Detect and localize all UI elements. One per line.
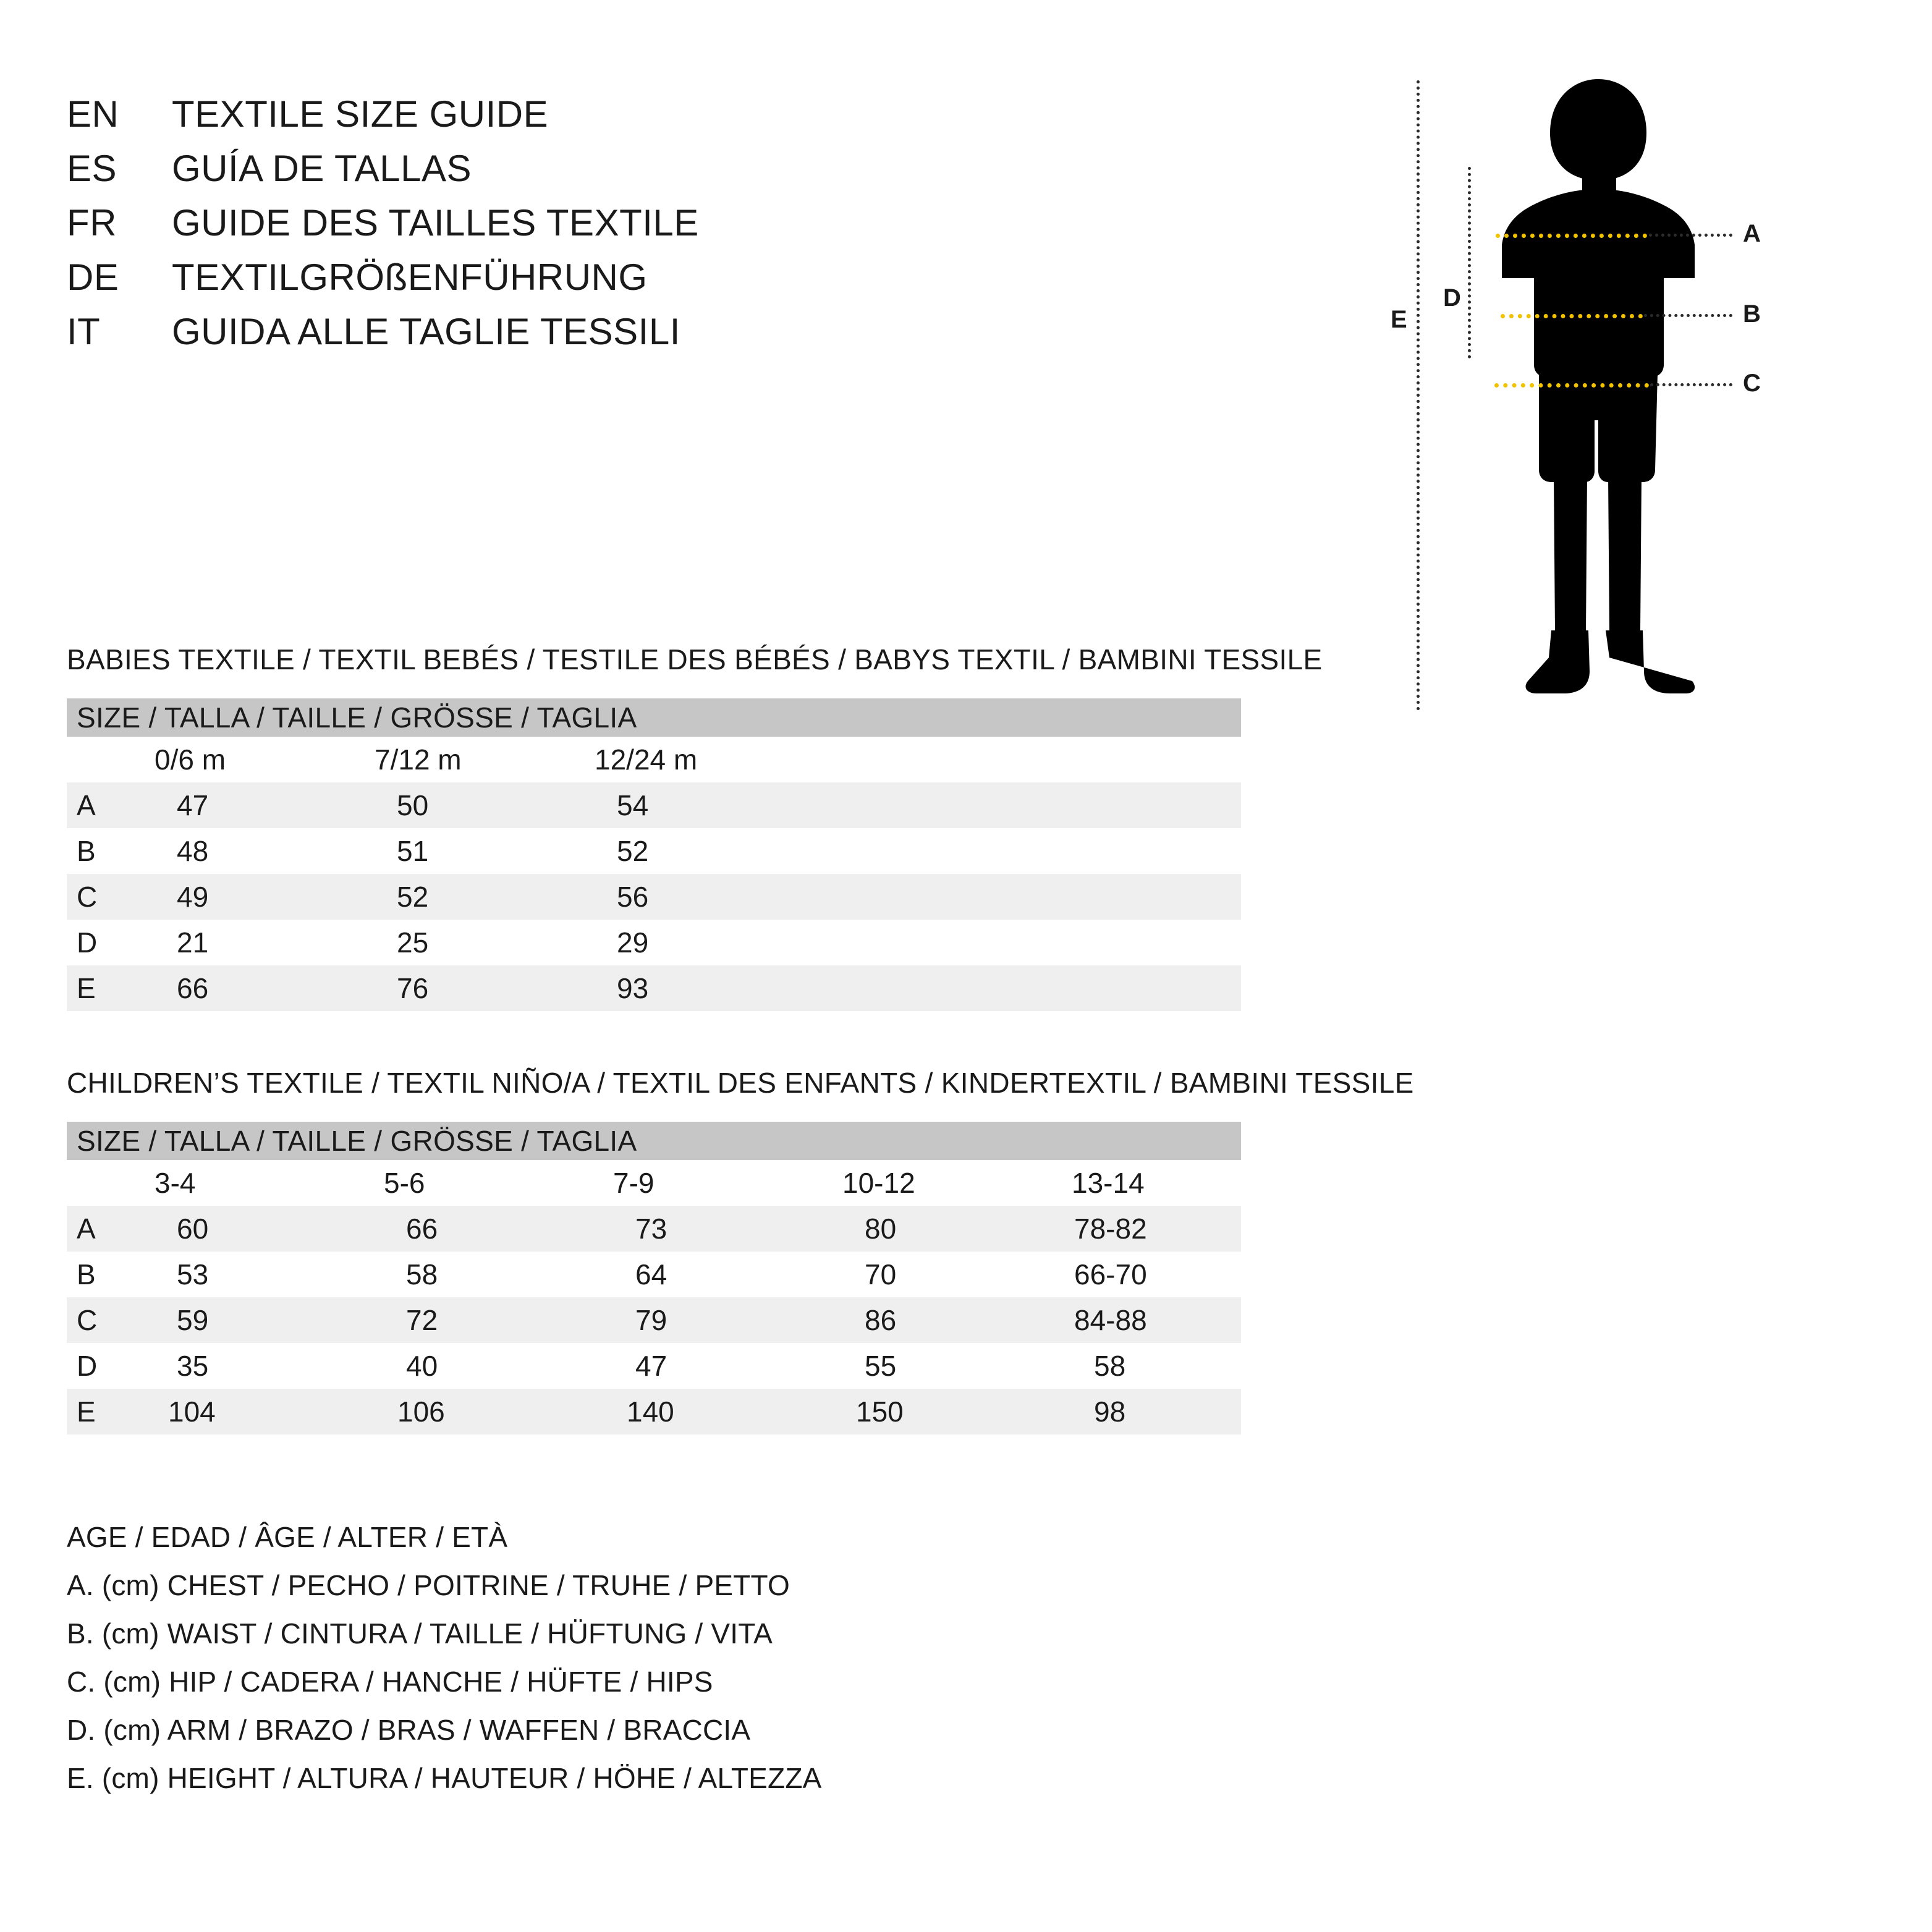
children-column-1: 5-6 bbox=[374, 1160, 603, 1206]
babies-column-2: 12/24 m bbox=[585, 737, 805, 782]
table-row bbox=[67, 1297, 1241, 1343]
table-row bbox=[67, 1343, 1241, 1389]
language-title: TEXTILE SIZE GUIDE bbox=[172, 93, 549, 135]
row-label: D bbox=[67, 920, 145, 965]
cell: 76 bbox=[365, 965, 585, 1011]
table-row bbox=[67, 1252, 1241, 1297]
corner-cell bbox=[67, 1160, 145, 1206]
cell: 70 bbox=[833, 1252, 1062, 1297]
cell: 84-88 bbox=[1062, 1297, 1241, 1343]
figure-label-a: A bbox=[1743, 220, 1761, 247]
table-row bbox=[67, 782, 1241, 828]
babies-column-row bbox=[67, 737, 1241, 782]
language-title: TEXTILGRÖßENFÜHRUNG bbox=[172, 256, 648, 298]
language-row-es bbox=[67, 147, 1241, 201]
language-row-de bbox=[67, 256, 1241, 310]
babies-column-empty-2 bbox=[1025, 737, 1241, 782]
cell: 73 bbox=[603, 1206, 833, 1252]
children-column-3: 10-12 bbox=[833, 1160, 1062, 1206]
cell: 52 bbox=[585, 828, 805, 874]
cell-empty bbox=[1025, 920, 1241, 965]
cell: 106 bbox=[374, 1389, 603, 1434]
babies-column-1: 7/12 m bbox=[365, 737, 585, 782]
cell: 53 bbox=[145, 1252, 374, 1297]
legend-line-age: AGE / EDAD / ÂGE / ALTER / ETÀ bbox=[67, 1521, 508, 1553]
babies-section-caption: BABIES TEXTILE / TEXTIL BEBÉS / TESTILE DES BÉBÉS / BABYS TEXTIL / BAMBINI TESSILE bbox=[67, 643, 1323, 676]
language-row-fr bbox=[67, 201, 1241, 256]
cell: 58 bbox=[374, 1252, 603, 1297]
babies-column-empty-1 bbox=[805, 737, 1025, 782]
child-silhouette-icon bbox=[1477, 74, 1718, 711]
table-row bbox=[67, 1206, 1241, 1252]
arm-guide-line-d bbox=[1468, 167, 1471, 358]
cell: 54 bbox=[585, 782, 805, 828]
cell: 104 bbox=[145, 1389, 374, 1434]
cell: 98 bbox=[1062, 1389, 1241, 1434]
measurement-figure bbox=[1391, 74, 1860, 754]
legend-line-chest: A. (cm) CHEST / PECHO / POITRINE / TRUHE / PETTO bbox=[67, 1569, 790, 1601]
row-label: D bbox=[67, 1343, 145, 1389]
cell: 29 bbox=[585, 920, 805, 965]
waist-measure-line bbox=[1501, 314, 1643, 318]
legend-line-waist: B. (cm) WAIST / CINTURA / TAILLE / HÜFTUNG / VITA bbox=[67, 1617, 773, 1650]
children-column-2: 7-9 bbox=[603, 1160, 833, 1206]
cell: 150 bbox=[833, 1389, 1062, 1434]
cell: 66 bbox=[145, 965, 365, 1011]
language-title: GUÍA DE TALLAS bbox=[172, 148, 472, 189]
cell-empty bbox=[1025, 874, 1241, 920]
cell: 21 bbox=[145, 920, 365, 965]
cell-empty bbox=[1025, 965, 1241, 1011]
language-code: DE bbox=[67, 256, 119, 298]
row-label: C bbox=[67, 874, 145, 920]
cell: 86 bbox=[833, 1297, 1062, 1343]
cell: 51 bbox=[365, 828, 585, 874]
row-label: A bbox=[67, 782, 145, 828]
cell: 60 bbox=[145, 1206, 374, 1252]
cell: 58 bbox=[1062, 1343, 1241, 1389]
children-column-0: 3-4 bbox=[145, 1160, 374, 1206]
children-column-4: 13-14 bbox=[1062, 1160, 1241, 1206]
table-row bbox=[67, 828, 1241, 874]
legend-line-hip: C. (cm) HIP / CADERA / HANCHE / HÜFTE / HIPS bbox=[67, 1666, 713, 1698]
cell: 25 bbox=[365, 920, 585, 965]
table-row bbox=[67, 1389, 1241, 1434]
cell: 52 bbox=[365, 874, 585, 920]
cell: 140 bbox=[603, 1389, 833, 1434]
language-code: IT bbox=[67, 311, 101, 352]
babies-table-header: SIZE / TALLA / TAILLE / GRÖSSE / TAGLIA bbox=[67, 698, 1241, 737]
children-size-table bbox=[67, 1122, 1241, 1434]
measurement-legend bbox=[67, 1520, 822, 1810]
chest-leader-line bbox=[1649, 234, 1732, 237]
cell-empty bbox=[805, 965, 1025, 1011]
cell: 40 bbox=[374, 1343, 603, 1389]
cell: 64 bbox=[603, 1252, 833, 1297]
cell: 49 bbox=[145, 874, 365, 920]
cell-empty bbox=[1025, 782, 1241, 828]
legend-line-height: E. (cm) HEIGHT / ALTURA / HAUTEUR / HÖHE / ALTEZZA bbox=[67, 1762, 822, 1794]
cell: 50 bbox=[365, 782, 585, 828]
table-row bbox=[67, 920, 1241, 965]
table-row bbox=[67, 874, 1241, 920]
cell: 66-70 bbox=[1062, 1252, 1241, 1297]
row-label: E bbox=[67, 1389, 145, 1434]
babies-size-table bbox=[67, 698, 1241, 1011]
language-title-list bbox=[67, 93, 1241, 365]
table-row bbox=[67, 965, 1241, 1011]
babies-column-0: 0/6 m bbox=[145, 737, 365, 782]
cell: 56 bbox=[585, 874, 805, 920]
cell-empty bbox=[805, 874, 1025, 920]
language-title: GUIDE DES TAILLES TEXTILE bbox=[172, 202, 699, 244]
language-row-it bbox=[67, 310, 1241, 365]
figure-label-d: D bbox=[1443, 284, 1461, 311]
row-label: C bbox=[67, 1297, 145, 1343]
cell: 59 bbox=[145, 1297, 374, 1343]
cell: 47 bbox=[603, 1343, 833, 1389]
figure-label-b: B bbox=[1743, 300, 1761, 328]
cell: 78-82 bbox=[1062, 1206, 1241, 1252]
row-label: A bbox=[67, 1206, 145, 1252]
row-label: B bbox=[67, 828, 145, 874]
figure-label-c: C bbox=[1743, 370, 1761, 397]
cell: 66 bbox=[374, 1206, 603, 1252]
language-code: EN bbox=[67, 93, 119, 135]
legend-line-arm: D. (cm) ARM / BRAZO / BRAS / WAFFEN / BRACCIA bbox=[67, 1714, 751, 1746]
cell: 80 bbox=[833, 1206, 1062, 1252]
language-code: FR bbox=[67, 202, 117, 244]
chest-measure-line bbox=[1496, 234, 1647, 238]
babies-table-header-row bbox=[67, 698, 1241, 737]
cell-empty bbox=[805, 920, 1025, 965]
language-title: GUIDA ALLE TAGLIE TESSILI bbox=[172, 311, 680, 352]
figure-label-e: E bbox=[1391, 306, 1407, 333]
cell: 47 bbox=[145, 782, 365, 828]
height-guide-line-e bbox=[1417, 80, 1420, 711]
children-column-row bbox=[67, 1160, 1241, 1206]
language-code: ES bbox=[67, 148, 117, 189]
cell: 35 bbox=[145, 1343, 374, 1389]
cell: 93 bbox=[585, 965, 805, 1011]
cell: 79 bbox=[603, 1297, 833, 1343]
row-label: B bbox=[67, 1252, 145, 1297]
hip-leader-line bbox=[1650, 383, 1732, 386]
row-label: E bbox=[67, 965, 145, 1011]
language-row-en bbox=[67, 93, 1241, 147]
cell-empty bbox=[1025, 828, 1241, 874]
hip-measure-line bbox=[1494, 383, 1649, 388]
children-table-header-row bbox=[67, 1122, 1241, 1160]
cell-empty bbox=[805, 782, 1025, 828]
waist-leader-line bbox=[1644, 314, 1732, 317]
cell: 72 bbox=[374, 1297, 603, 1343]
children-table-header: SIZE / TALLA / TAILLE / GRÖSSE / TAGLIA bbox=[67, 1122, 1241, 1160]
cell-empty bbox=[805, 828, 1025, 874]
cell: 48 bbox=[145, 828, 365, 874]
corner-cell bbox=[67, 737, 145, 782]
children-section-caption: CHILDREN’S TEXTILE / TEXTIL NIÑO/A / TEXTIL DES ENFANTS / KINDERTEXTIL / BAMBINI TESSILE bbox=[67, 1067, 1414, 1099]
cell: 55 bbox=[833, 1343, 1062, 1389]
